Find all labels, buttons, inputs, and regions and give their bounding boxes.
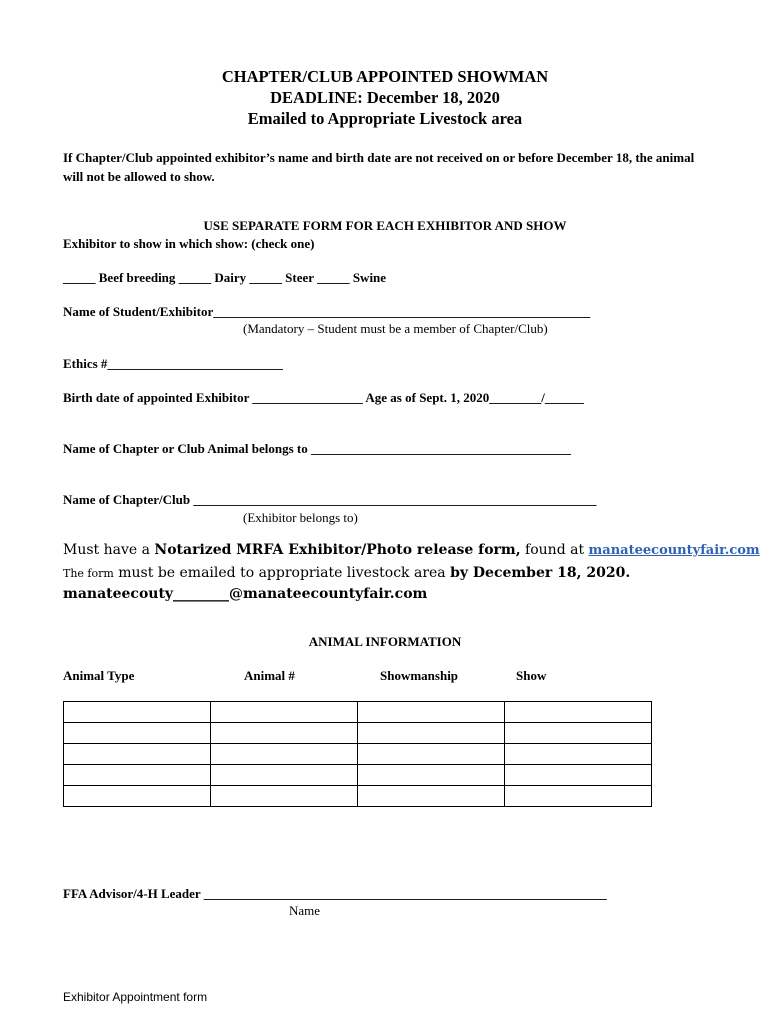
animal-information-heading: ANIMAL INFORMATION (308, 634, 462, 649)
birth-date-field[interactable]: Birth date of appointed Exhibitor _________________ Age as of Sept. 1, 2020________/______ (63, 390, 584, 405)
chapter-animal-field[interactable]: Name of Chapter or Club Animal belongs to ________________________________________ (63, 441, 571, 456)
show-prompt: Exhibitor to show in which show: (check one) (63, 236, 315, 251)
table-cell[interactable] (211, 702, 358, 723)
email-address-field[interactable]: manateecouty________@manateecountyfair.com (63, 586, 428, 602)
column-header-showmanship: Showmanship (380, 668, 459, 683)
table-cell[interactable] (505, 786, 652, 807)
table-row (64, 786, 652, 807)
table-cell[interactable] (505, 765, 652, 786)
student-name-field[interactable]: Name of Student/Exhibitor__________________________________________________________ (63, 304, 591, 319)
table-cell[interactable] (64, 702, 211, 723)
table-cell[interactable] (358, 702, 505, 723)
table-cell[interactable] (505, 702, 652, 723)
notice-line-2 (63, 565, 630, 581)
deadline-warning: If Chapter/Club appointed exhibitor’s name and birth date are not received on or before December 18, the animal will not be allowed to show. (63, 150, 695, 184)
table-cell[interactable] (211, 723, 358, 744)
title-line-1: CHAPTER/CLUB APPOINTED SHOWMAN (221, 67, 549, 86)
table-cell[interactable] (505, 744, 652, 765)
title-deadline: DEADLINE: December 18, 2020 (270, 88, 500, 107)
table-row (64, 765, 652, 786)
table-cell[interactable] (64, 765, 211, 786)
fair-website-link[interactable]: manateecountyfair.com (588, 543, 760, 558)
student-name-note: (Mandatory – Student must be a member of Chapter/Club) (243, 321, 548, 336)
table-cell[interactable] (211, 765, 358, 786)
notice-the-form: The form (63, 567, 114, 580)
column-header-show: Show (516, 668, 547, 683)
column-header-animal-number: Animal # (244, 668, 295, 683)
table-cell[interactable] (358, 765, 505, 786)
ethics-field[interactable]: Ethics #___________________________ (63, 356, 283, 371)
column-header-animal-type: Animal Type (63, 668, 135, 683)
advisor-name-note: Name (289, 903, 321, 918)
notice-deadline: by December 18, 2020. (450, 565, 631, 581)
table-cell[interactable] (64, 786, 211, 807)
notice-prefix: Must have a (63, 542, 155, 558)
form-title (0, 66, 770, 129)
table-cell[interactable] (358, 744, 505, 765)
table-row (64, 744, 652, 765)
title-line-3: Emailed to Appropriate Livestock area (247, 109, 523, 128)
notice-email-text: must be emailed to appropriate livestock area (113, 565, 451, 581)
chapter-club-field[interactable]: Name of Chapter/Club ______________________________________________________________ (63, 492, 597, 507)
table-cell[interactable] (64, 723, 211, 744)
table-cell[interactable] (358, 786, 505, 807)
animal-information-table (63, 701, 652, 807)
table-cell[interactable] (211, 786, 358, 807)
notice-mrfa-form: Notarized MRFA Exhibitor/Photo release form, (154, 542, 521, 558)
chapter-club-note: (Exhibitor belongs to) (243, 510, 358, 525)
advisor-field[interactable]: FFA Advisor/4-H Leader ______________________________________________________________ (63, 886, 607, 901)
notice-found-at: found at (520, 542, 589, 558)
table-cell[interactable] (358, 723, 505, 744)
notice-line-1 (63, 542, 760, 558)
table-cell[interactable] (64, 744, 211, 765)
footer-label: Exhibitor Appointment form (63, 990, 208, 1004)
show-options-line[interactable]: _____ Beef breeding _____ Dairy _____ Steer _____ Swine (63, 270, 387, 285)
table-row (64, 702, 652, 723)
table-cell[interactable] (505, 723, 652, 744)
table-row (64, 723, 652, 744)
table-cell[interactable] (211, 744, 358, 765)
separate-form-heading: USE SEPARATE FORM FOR EACH EXHIBITOR AND SHOW (203, 218, 567, 233)
